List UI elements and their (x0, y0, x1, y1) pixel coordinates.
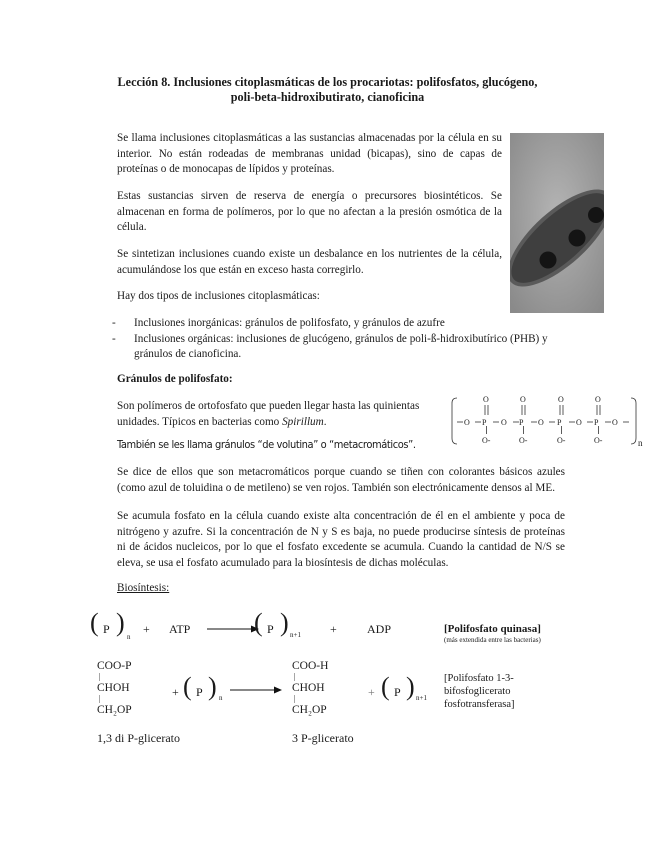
polyphosphate-paragraph: Son polímeros de ortofosfato que pueden llegar hasta las quinientas unidades. Típicos en bacterias como Spirillum. (117, 400, 420, 428)
substrate-name: 1,3 di P-glicerato (97, 731, 180, 745)
product-name: 3 P-glicerato (292, 731, 354, 745)
adp-label: ADP (367, 622, 392, 636)
synthesis-paragraph: Se sintetizan inclusiones cuando existe un desbalance en los nutrientes de la célula, acumulándose los que están en exceso hasta corregirlo. (117, 248, 502, 276)
accumulation-paragraph: Se acumula fosfato en la célula cuando existe alta concentración de él en el ambiente y poca de nitrógeno y azufre. Si la concentración de N y S es baja, no puede producirse síntesis de proteínas ni de ácidos nucleicos, por lo que el fosfato excedente se acumula. Cuando la cantidad de N/S se eleva, se usa el fosfato acumulado para la biosíntesis de dichas moléculas. (117, 510, 565, 569)
volutin-paragraph: También se les llama gránulos “de volutina” o “metacromáticos”. (117, 438, 416, 451)
phosphate-label: P (196, 685, 203, 699)
reaction-arrow (207, 623, 259, 635)
intro-paragraph: Se llama inclusiones citoplasmáticas a las sustancias almacenadas por la célula en su interior. No están rodeadas de membranas unidad (bicapas), sino de capas de proteínas o de monocapas de lípidos y proteínas. (117, 132, 502, 175)
oxygen-label: O (558, 395, 564, 404)
product-structure: COO-H | CHOH | CH₂OP (292, 660, 329, 716)
plus-sign: + (368, 685, 375, 699)
plus-sign: + (330, 622, 337, 636)
plus-sign: + (143, 622, 150, 636)
metachromatic-paragraph: Se dice de ellos que son metacromáticos porque cuando se tiñen con colorantes básicos azules (como azul de toluidina o de metileno) se ven rojos. También son electrónicamente densos al ME. (117, 466, 565, 494)
polyphosphate-structure-diagram (448, 393, 648, 451)
phosphate-label: P (267, 622, 274, 636)
phosphate-label: P (103, 622, 110, 636)
paren-close: ) (406, 672, 415, 701)
types-paragraph: Hay dos tipos de inclusiones citoplasmáticas: (117, 290, 320, 302)
paren-open: ( (254, 608, 263, 637)
inclusion-types-list (112, 316, 572, 363)
page-title: Lección 8. Inclusiones citoplasmáticas de los procariotas: polifosfatos, glucógeno, poli-beta-hidroxibutirato, cianoficina (117, 75, 538, 104)
enzyme-polyphosphate-kinase: [Polifosfato quinasa] (444, 623, 541, 635)
oxygen-minus-label: O- (519, 436, 528, 445)
subscript-n: n (127, 633, 131, 641)
plus-sign: + (172, 685, 179, 699)
bacterium-micrograph-image (510, 133, 604, 313)
paren-close: ) (208, 672, 217, 701)
phosphate-label: P (394, 685, 401, 699)
oxygen-minus-label: O- (482, 436, 491, 445)
reserve-paragraph: Estas sustancias sirven de reserva de energía o precursores biosintéticos. Se almacenan en forma de polímeros, por lo que no afectan a la presión osmótica de la célula. (117, 190, 502, 233)
phosphorus-label: P (519, 418, 524, 427)
oxygen-label: O (501, 418, 507, 427)
paren-open: ( (90, 608, 99, 637)
paren-close: ) (280, 608, 289, 637)
list-item: - Inclusiones inorgánicas: gránulos de polifosfato, y gránulos de azufre (112, 317, 445, 329)
biosynthesis-heading: Biosíntesis: (117, 582, 170, 594)
enzyme-note: (más extendida entre las bacterias) (444, 636, 541, 644)
oxygen-label: O (520, 395, 526, 404)
oxygen-minus-label: O- (557, 436, 566, 445)
enzyme-bisphosphoglycerate-phosphotransferase: [Polifosfato 1-3-bifosfoglicerato fosfotransferasa] (444, 673, 515, 710)
oxygen-label: O (483, 395, 489, 404)
subscript-n: n (219, 694, 223, 702)
paren-open: ( (381, 672, 390, 701)
substrate-structure: COO-P | CHOH | CH₂OP (97, 660, 132, 716)
subscript-n1: n+1 (416, 694, 427, 702)
paren-open: ( (183, 672, 192, 701)
repeat-n-label: n (638, 438, 643, 448)
polyphosphate-heading: Gránulos de polifosfato: (117, 373, 233, 385)
oxygen-minus-label: O- (594, 436, 603, 445)
oxygen-label: O (576, 418, 582, 427)
paren-close: ) (116, 608, 125, 637)
phosphorus-label: P (482, 418, 487, 427)
subscript-n1: n+1 (290, 631, 301, 639)
oxygen-label: O (538, 418, 544, 427)
oxygen-label: O (595, 395, 601, 404)
phosphorus-label: P (594, 418, 599, 427)
list-item: - Inclusiones orgánicas: inclusiones de glucógeno, gránulos de poli-ß-hidroxibutírico (PHB) y gránulos de cianoficina. (112, 332, 548, 360)
oxygen-label: O (464, 418, 470, 427)
oxygen-label: O (612, 418, 618, 427)
atp-label: ATP (169, 622, 191, 636)
phosphorus-label: P (557, 418, 562, 427)
reaction-arrow (230, 684, 282, 696)
